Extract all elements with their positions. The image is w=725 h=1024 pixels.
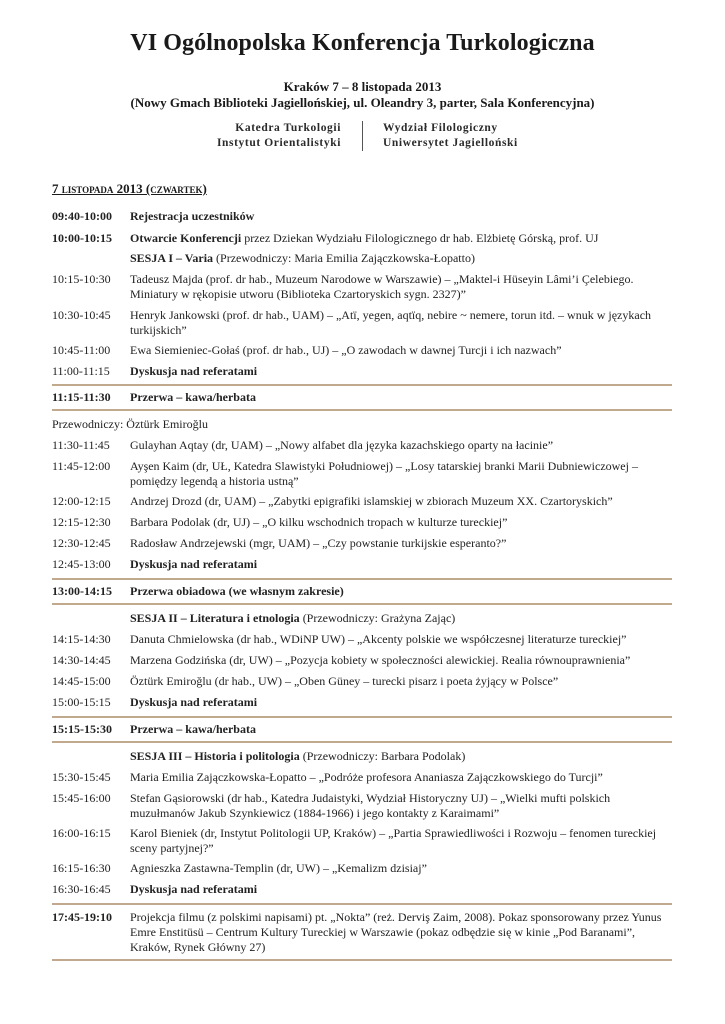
conference-dates: Kraków 7 – 8 listopada 2013 xyxy=(283,79,442,94)
row-text: Ewa Siemieniec-Gołaś (prof. dr hab., UJ) – „O zawodach w dawnej Turcji i ich nazwach” xyxy=(130,343,562,357)
row-text xyxy=(130,231,678,246)
affiliation-left-line1: Katedra Turkologii xyxy=(235,122,341,134)
section-divider xyxy=(52,716,672,718)
row-text: Andrzej Drozd (dr, UAM) – „Zabytki epigrafiki islamskiej w zbiorach Muzeum XX. Czartoryskich” xyxy=(130,494,613,508)
row-time: 10:30-10:45 xyxy=(52,308,111,322)
row-time: 11:45-12:00 xyxy=(52,459,111,473)
row-rest: (Przewodniczy: Maria Emilia Zajączkowska-Łopatto) xyxy=(213,251,475,265)
row-time: 16:00-16:15 xyxy=(52,826,111,840)
row-time: 13:00-14:15 xyxy=(52,584,112,598)
row-text: Marzena Godzińska (dr, UW) – „Pozycja kobiety w społeczności alewickiej. Realia równouprawnienia” xyxy=(130,653,631,667)
section-divider xyxy=(52,741,672,743)
row-text: Tadeusz Majda (prof. dr hab., Muzeum Narodowe w Warszawie) – „Maktel-i Hüseyin Lâmi’i Çelebiego. Miniatury w rękopisie utworu (Biblioteka Czartoryskich sygn. 2327)” xyxy=(130,272,634,301)
row-bold: SESJA II – Literatura i etnologia xyxy=(130,611,300,625)
row-time: 14:45-15:00 xyxy=(52,674,111,688)
section-divider xyxy=(52,409,672,411)
row-text: Przerwa obiadowa (we własnym zakresie) xyxy=(130,584,344,598)
affiliation-left xyxy=(217,121,341,151)
row-time: 14:15-14:30 xyxy=(52,632,111,646)
row-text: Öztürk Emiroğlu (dr hab., UW) – „Oben Güney – turecki pisarz i poeta żyjący w Polsce” xyxy=(130,674,559,688)
affiliation-right-line1: Wydział Filologiczny xyxy=(383,122,498,134)
row-text: Projekcja filmu (z polskimi napisami) pt. „Nokta” (reż. Derviş Zaim, 2008). Pokaz sponsorowany przez Yunus Emre Enstitüsü – Centrum Kultury Tureckiej w Warszawie (pokaz odbędzie się w kinie „Pod Baranami”, Kraków, Rynek Główny 27) xyxy=(130,910,662,954)
row-text: Gulayhan Aqtay (dr, UAM) – „Nowy alfabet dla języka kazachskiego oparty na łacinie” xyxy=(130,438,554,452)
row-time: 12:45-13:00 xyxy=(52,557,111,571)
row-text xyxy=(130,251,678,266)
section-divider xyxy=(52,903,672,905)
section-divider xyxy=(52,578,672,580)
row-rest: (Przewodniczy: Barbara Podolak) xyxy=(299,749,466,763)
document-title: VI Ogólnopolska Konferencja Turkologiczna xyxy=(130,30,595,56)
row-text: Przewodniczy: Öztürk Emiroğlu xyxy=(52,417,208,431)
row-rest: przez Dziekan Wydziału Filologicznego dr hab. Elżbietę Górską, prof. UJ xyxy=(241,231,599,245)
row-time: 12:30-12:45 xyxy=(52,536,111,550)
row-time: 15:45-16:00 xyxy=(52,791,111,805)
row-time: 14:30-14:45 xyxy=(52,653,111,667)
row-time: 12:00-12:15 xyxy=(52,494,111,508)
row-time: 10:45-11:00 xyxy=(52,343,111,357)
row-bold: SESJA I – Varia xyxy=(130,251,214,265)
row-time: 15:00-15:15 xyxy=(52,695,111,709)
row-text: Przerwa – kawa/herbata xyxy=(130,390,256,404)
row-time: 10:00-10:15 xyxy=(52,231,112,245)
row-time: 17:45-19:10 xyxy=(52,910,112,924)
row-time: 11:00-11:15 xyxy=(52,364,110,378)
row-time: 15:15-15:30 xyxy=(52,722,112,736)
row-text xyxy=(130,749,678,764)
row-text: Danuta Chmielowska (dr hab., WDiNP UW) – „Akcenty polskie we współczesnej literaturze tureckiej” xyxy=(130,632,627,646)
row-text: Ayşen Kaim (dr, UŁ, Katedra Slawistyki Południowej) – „Losy tatarskiej branki Marii Dubniewiczowej – pomiędzy legendą a historia ustną” xyxy=(130,459,638,488)
row-text: Barbara Podolak (dr, UJ) – „O kilku wschodnich tropach w kulturze tureckiej” xyxy=(130,515,508,529)
affiliation-right xyxy=(383,121,518,151)
row-time: 16:30-16:45 xyxy=(52,882,111,896)
row-time: 12:15-12:30 xyxy=(52,515,111,529)
affiliation-right-line2: Uniwersytet Jagielloński xyxy=(383,137,518,149)
row-text xyxy=(130,611,678,626)
row-time: 10:15-10:30 xyxy=(52,272,111,286)
section-divider xyxy=(52,384,672,386)
row-time: 16:15-16:30 xyxy=(52,861,111,875)
row-time: 11:30-11:45 xyxy=(52,438,110,452)
day-heading: 7 listopada 2013 (czwartek) xyxy=(52,181,207,196)
row-text: Henryk Jankowski (prof. dr hab., UAM) – „Atï, yegen, aqtïq, nebire ~ nemere, torun itd. – wnuk w językach turkijskich” xyxy=(130,308,652,337)
row-text: Maria Emilia Zajączkowska-Łopatto – „Podróże profesora Ananiasza Zajączkowskiego do Turcji” xyxy=(130,770,603,784)
row-text: Agnieszka Zastawna-Templin (dr, UW) – „Kemalizm dzisiaj” xyxy=(130,861,427,875)
row-text: Przerwa – kawa/herbata xyxy=(130,722,256,736)
row-time: 11:15-11:30 xyxy=(52,390,111,404)
section-divider xyxy=(52,603,672,605)
affiliation-left-line2: Instytut Orientalistyki xyxy=(216,137,341,149)
row-time: 09:40-10:00 xyxy=(52,209,112,223)
row-text: Karol Bieniek (dr, Instytut Politologii UP, Kraków) – „Partia Sprawiedliwości i Rozwoju – fenomen tureckiej sceny partyjnej?” xyxy=(130,826,657,855)
row-bold: Otwarcie Konferencji xyxy=(130,231,242,245)
row-text: Radosław Andrzejewski (mgr, UAM) – „Czy powstanie turkijskie esperanto?” xyxy=(130,536,507,550)
row-text: Dyskusja nad referatami xyxy=(130,364,258,378)
conference-venue: (Nowy Gmach Biblioteki Jagiellońskiej, ul. Oleandry 3, parter, Sala Konferencyjna) xyxy=(130,95,595,110)
row-rest: (Przewodniczy: Grażyna Zając) xyxy=(299,611,456,625)
row-text: Stefan Gąsiorowski (dr hab., Katedra Judaistyki, Wydział Historyczny UJ) – „Wielki mufti polskich muzułmanów Jakub Szynkiewicz (1884-1966) i jego kontakty z Karaimami” xyxy=(130,791,611,820)
row-text: Dyskusja nad referatami xyxy=(130,695,258,709)
row-text: Rejestracja uczestników xyxy=(130,209,255,223)
row-text: Dyskusja nad referatami xyxy=(130,882,258,896)
section-divider xyxy=(52,959,672,961)
row-time: 15:30-15:45 xyxy=(52,770,111,784)
row-bold: SESJA III – Historia i politologia xyxy=(130,749,300,763)
affiliation-divider xyxy=(362,121,363,151)
row-text: Dyskusja nad referatami xyxy=(130,557,258,571)
